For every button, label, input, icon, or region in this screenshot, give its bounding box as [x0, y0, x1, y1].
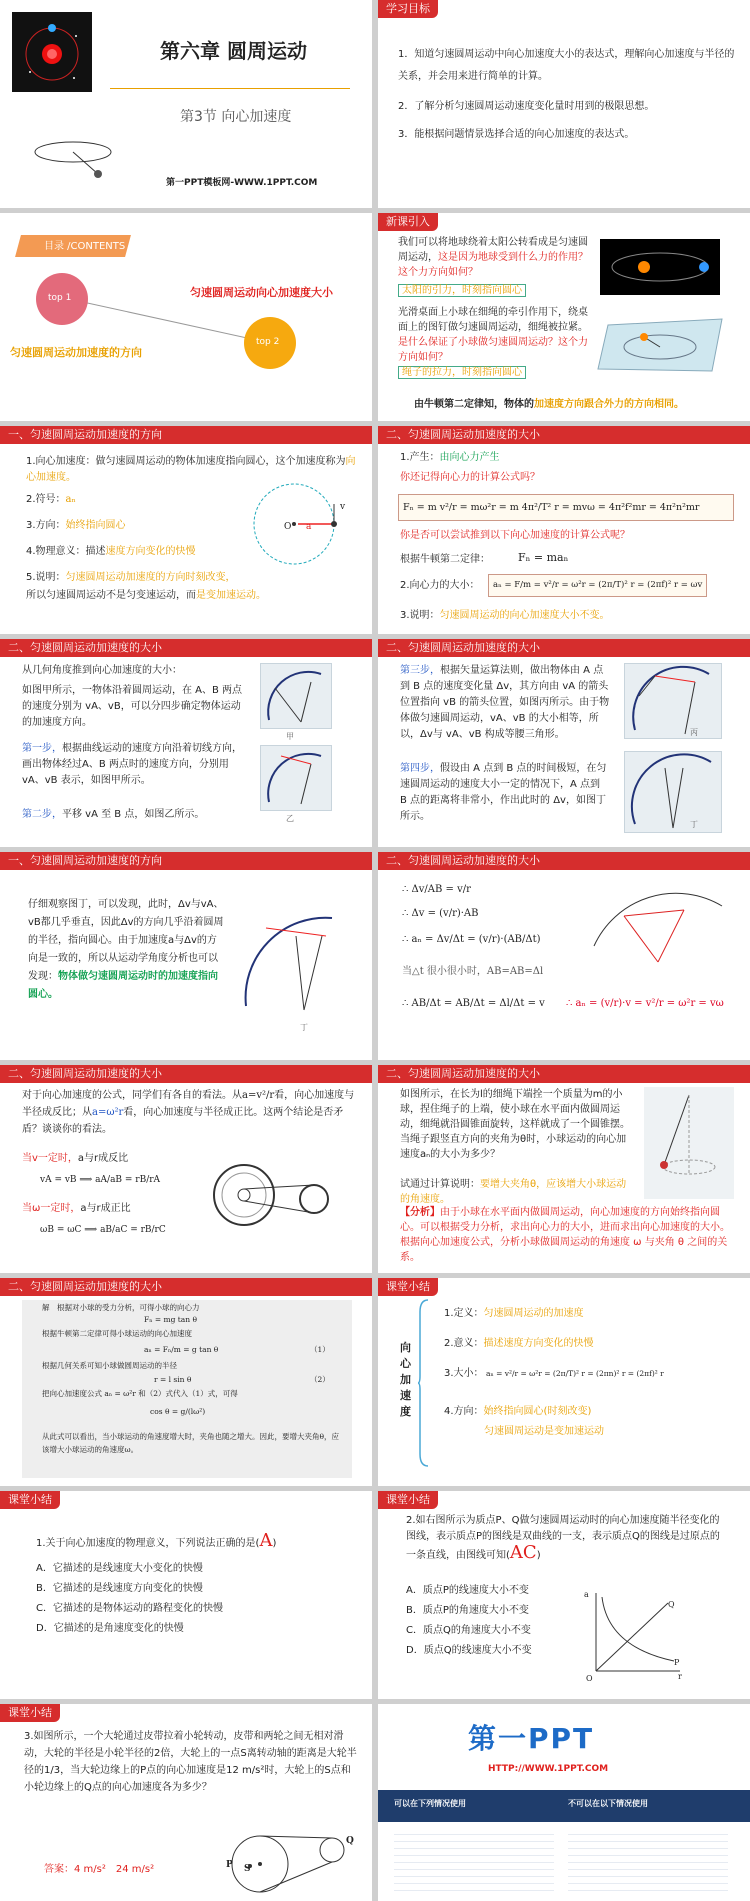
- figure-jia-label: 甲: [286, 732, 294, 741]
- quiz2-option-d[interactable]: D．质点Q的线速度大小不变: [406, 1645, 532, 1656]
- eq-4: 当△t 很小很小时，AB=AB=Δl: [402, 966, 544, 977]
- top1-label: top 1: [48, 293, 72, 303]
- fig-label-Q: Q: [346, 1836, 354, 1846]
- goal-1: 1．知道匀速圆周运动中向心加速度大小的表达式，理解向心加速度与半径的关系，并会用来进行简单的计算。: [398, 49, 735, 82]
- figure-yi-label: 乙: [286, 814, 294, 823]
- fig-a: a: [306, 522, 312, 532]
- goal-3: 3．能根据问题情景选择合适的向心加速度的表达式。: [398, 129, 635, 140]
- contents-label: 目录 /CONTENTS: [44, 241, 126, 252]
- goal-2: 2．了解分析匀速圆周运动速度变化量时用到的极限思想。: [398, 101, 655, 112]
- eq-2: ∴ Δv = (v/r)·AB: [402, 908, 479, 919]
- summary-def: 1.定义：匀速圆周运动的加速度: [444, 1308, 584, 1319]
- graph-label-Q: Q: [668, 1600, 675, 1609]
- slide-quiz-1: [0, 1491, 372, 1699]
- slide-tag: 学习目标: [378, 0, 438, 18]
- slide-tag: 二、匀速圆周运动加速度的大小: [0, 639, 372, 657]
- belt-pulley-figure: [220, 1830, 360, 1896]
- slide-tag: 课堂小结: [378, 1278, 438, 1296]
- sol-n2: （2）: [310, 1375, 330, 1384]
- slide-direction-proof: [0, 852, 372, 1060]
- sol-2: Fₙ = mg tan θ: [144, 1315, 198, 1324]
- slide-quiz-2: [378, 1491, 750, 1699]
- quiz2-question: 2.如右图所示为质点P、Q做匀速圆周运动时的向心加速度随半径变化的图线，表示质点P的图线是双曲线的一支，表示质点Q的图线是过原点的一条直线，由图线可知(AC): [406, 1515, 720, 1563]
- figure-ding-large: [236, 906, 346, 1016]
- graph-label-a: a: [584, 1590, 589, 1599]
- planet-orbit-image: [12, 12, 92, 92]
- slide-derivation: [378, 852, 750, 1060]
- brand-cannot-use: 不可以在以下情况使用: [568, 1799, 648, 1808]
- sol-3: 根据牛顿第二定律可得小球运动的向心加速度: [42, 1329, 192, 1338]
- intro-p2: 光滑桌面上小球在细绳的牵引作用下，绕桌面上的图钉做匀速圆周运动，细绳被拉紧。是什么保证了小球做匀速圆周运动？这个力方向如何？: [398, 307, 588, 363]
- intro-answer-1: 太阳的引力，时刻指向圆心: [398, 283, 526, 298]
- figure-ding: [624, 751, 722, 833]
- def-line-6: 所以匀速圆周运动不是匀变速运动，而是变加速运动。: [26, 590, 266, 601]
- pendulum-task: 试通过计算说明：要增大夹角θ，应该增大小球运动的角速度。: [400, 1179, 627, 1205]
- slide-summary: [378, 1278, 750, 1486]
- title-divider: [110, 88, 350, 89]
- question-2: 你是否可以尝试推到以下向心加速度的计算公式呢？: [400, 530, 630, 541]
- slide-tag: 课堂小结: [378, 1491, 438, 1509]
- intro-conclusion: 由牛顿第二定律知，物体的加速度方向跟合外力的方向相同。: [414, 399, 684, 410]
- eq-5: ∴ AB/Δt = AB/Δt = Δl/Δt = v: [402, 998, 545, 1009]
- slide-tag: 二、匀速圆周运动加速度的大小: [378, 426, 750, 444]
- sol-7: 把向心加速度公式 aₙ = ω²r 和（2）式代入（1）式，可得: [42, 1389, 238, 1398]
- quiz2-option-b[interactable]: B．质点P的角速度大小不变: [406, 1605, 529, 1616]
- slide-quiz-3: [0, 1704, 372, 1901]
- brand-url: HTTP://WWW.1PPT.COM: [488, 1764, 609, 1774]
- sol-8: cos θ = g/(lω²): [150, 1407, 206, 1416]
- brand-link-list-right: [568, 1828, 728, 1894]
- def-line-4: 4.物理意义：描述速度方向变化的快慢: [26, 546, 196, 557]
- derivation-figure: [588, 876, 728, 966]
- case-omega: 当ω一定时，a与r成正比: [22, 1203, 131, 1214]
- def-line-3: 3.方向：始终指向圆心: [26, 520, 126, 531]
- slide-tag: 课堂小结: [0, 1704, 60, 1722]
- figure-ding-label: 丁: [690, 820, 698, 829]
- quiz1-option-a[interactable]: A．它描述的是线速度大小变化的快慢: [36, 1563, 203, 1574]
- site-footer: 第一PPT模板网-WWW.1PPT.COM: [166, 178, 318, 188]
- graph-label-P: P: [674, 1658, 680, 1667]
- slide-solution: [0, 1278, 372, 1486]
- slide-tag: 二、匀速圆周运动加速度的大小: [378, 639, 750, 657]
- fig-label-P: P: [226, 1860, 233, 1870]
- summary-meaning: 2.意义：描述速度方向变化的快慢: [444, 1338, 594, 1349]
- proof-text: 仔细观察图丁，可以发现，此时，Δv与vA、vB都几乎垂直，因此Δv的方向几乎沿着圆周的半径，指向圆心。由于加速度a与Δv的方向是一致的，所以从运动学角度分析也可以发现：物体做匀速圆周运动时的加速度指向圆心。: [28, 899, 224, 1000]
- pendulum-analysis: 【分析】由于小球在水平面内做圆周运动，向心加速度的方向始终指向圆心。可以根据受力分析，求出向心力的大小，进而求出向心加速度的大小。根据向心加速度公式，分析小球做圆周运动的角速度 ω 与夹角 θ 之间的关系。: [400, 1207, 730, 1263]
- top2-label: top 2: [256, 337, 280, 347]
- section-title: 第3节 向心加速度: [180, 109, 292, 125]
- circle-direction-figure: [250, 478, 350, 568]
- slide-tag: 一、匀速圆周运动加速度的方向: [0, 852, 372, 870]
- slide-goals: [378, 0, 750, 208]
- accel-line: 2.向心力的大小：: [400, 580, 480, 591]
- table-ball-image: [594, 315, 726, 375]
- sol-n1: （1）: [310, 1345, 330, 1354]
- slide-tag: 二、匀速圆周运动加速度的大小: [378, 1065, 750, 1083]
- brand-link-list-left: [394, 1828, 554, 1894]
- figure-yi: [260, 745, 332, 811]
- case-omega-formula: ωB = ωC ⟹ aB/aC = rB/rC: [40, 1225, 166, 1235]
- figure-jia: [260, 663, 332, 729]
- newton-formula: Fₙ = maₙ: [518, 551, 569, 564]
- summary-size: 3.大小：: [444, 1368, 484, 1379]
- rotating-ball-sketch: [28, 130, 118, 180]
- discussion-text: 对于向心加速度的公式，同学们有各自的看法。从a=v²/r看，向心加速度与半径成反比；从a=ω²r看，向心加速度与半径成正比。这两个结论是否矛盾？谈谈你的看法。: [22, 1090, 355, 1135]
- figure-ding-large-label: 丁: [300, 1023, 308, 1032]
- intro-p1: 我们可以将地球绕着太阳公转看成是匀速圆周运动，这是因为地球受到什么力的作用？这个力方向如何？: [398, 237, 588, 278]
- slide-geometry-1: [0, 639, 372, 847]
- case-v: 当v一定时，a与r成反比: [22, 1153, 129, 1164]
- origin-line: 1.产生：由向心力产生: [400, 452, 500, 463]
- geo-step-4: 第四步，假设由 A 点到 B 点的时间极短，在匀速圆周运动的速度大小一定的情况下，A 点到 B 点的距离将非常小，作出此时的 Δv，如图丁所示。: [400, 763, 607, 822]
- slide-tag: 课堂小结: [0, 1491, 60, 1509]
- graph-label-O: O: [586, 1674, 593, 1683]
- quiz1-option-c[interactable]: C．它描述的是物体运动的路程变化的快慢: [36, 1603, 223, 1614]
- slide-tag: 二、匀速圆周运动加速度的大小: [378, 852, 750, 870]
- sol-1: 解 根据对小球的受力分析，可得小球的向心力: [42, 1303, 200, 1312]
- summary-side: 向心加速度: [400, 1341, 411, 1418]
- accel-formula: aₙ = F/m = v²/r = ω²r = (2π/T)² r = (2πf)² r = ωv: [488, 574, 707, 597]
- quiz3-question: 3.如图所示，一个大轮通过皮带拉着小轮转动，皮带和两轮之间无相对滑动，大轮的半径是小轮半径的2倍，大轮上的一点S离转动轴的距离是大轮半径的1/3，当大轮边缘上的P点的向心加速度是12 m/s²时，大轮上的S点和小轮边缘上的Q点的向心加速度各为多少？: [24, 1731, 357, 1793]
- fig-O: O: [284, 522, 292, 532]
- geo-step-1: 第一步，根据曲线运动的速度方向沿着切线方向，画出物体经过A、B 两点时的速度方向，分别用 vA、vB 表示，如图甲所示。: [22, 743, 242, 786]
- figure-bing: [624, 663, 722, 739]
- slide-tag: 二、匀速圆周运动加速度的大小: [0, 1278, 372, 1296]
- note-line: 3.说明：匀速圆周运动的向心加速度大小不变。: [400, 610, 610, 621]
- brand-can-use: 可以在下列情况使用: [394, 1799, 466, 1808]
- fig-v: v: [340, 502, 346, 512]
- slide-magnitude-formula: [378, 426, 750, 634]
- sun-earth-image: [600, 239, 720, 295]
- pendulum-problem: 如图所示，在长为l的细绳下端拴一个质量为m的小球，捏住绳子的上端，使小球在水平面内做圆周运动，细绳就沿圆锥面旋转，这样就成了一个圆锥摆。当绳子跟竖直方向的夹角为θ时，小球运动的向心加速度aₙ的大小为多少？: [400, 1089, 630, 1160]
- case-v-formula: vA = vB ⟹ aA/aB = rB/rA: [40, 1175, 161, 1185]
- graph-label-r: r: [678, 1672, 682, 1681]
- sol-6: r = l sin θ: [154, 1375, 192, 1384]
- def-line-2: 2.符号：aₙ: [26, 494, 76, 505]
- slide-contents: [0, 213, 372, 421]
- sol-4: aₙ = Fₙ/m = g tan θ: [144, 1345, 219, 1354]
- slide-direction: [0, 426, 372, 634]
- quiz2-option-c[interactable]: C．质点Q的角速度大小不变: [406, 1625, 531, 1636]
- slide-brand: [378, 1704, 750, 1901]
- def-line-1: 1.向心加速度：做匀速圆周运动的物体加速度指向圆心，这个加速度称为向心加速度。: [26, 456, 356, 483]
- summary-direction-2: 匀速圆周运动是变加速运动: [484, 1426, 604, 1437]
- conical-pendulum-figure: [644, 1087, 734, 1199]
- quiz1-question: 1.关于向心加速度的物理意义，下列说法正确的是(A): [36, 1530, 277, 1551]
- brand-logo: 第一PPT: [468, 1722, 595, 1755]
- force-formula: Fₙ = m v²/r = mω²r = m 4π²/T² r = mvω = 4π²f²mr = 4π²n²mr: [398, 494, 734, 521]
- slide-discussion: [0, 1065, 372, 1273]
- eq-3: ∴ aₙ = Δv/Δt = (v/r)·(AB/Δt): [402, 934, 541, 945]
- slide-tag: 二、匀速圆周运动加速度的大小: [0, 1065, 372, 1083]
- def-line-5: 5.说明：匀速圆周运动加速度的方向时刻改变，: [26, 572, 236, 583]
- geo-step-3: 第三步，根据矢量运算法则，做出物体由 A 点到 B 点的速度变化量 Δv，其方向由 vA 的箭头位置指向 vB 的箭头位置，如图丙所示。由于物体做匀速圆周运动，vA、vB 的大小相等，所以，Δv与 vA、vB 构成等腰三角形。: [400, 665, 610, 740]
- slide-intro: [378, 213, 750, 421]
- contents-item-1[interactable]: 匀速圆周运动向心加速度大小: [190, 286, 333, 299]
- fig-label-S: S: [244, 1864, 251, 1874]
- geo-p2: 如图甲所示，一物体沿着圆周运动，在 A、B 两点的速度分别为 vA、vB，可以分四步确定物体运动的加速度方向。: [22, 685, 243, 728]
- eq-6: ∴ aₙ = (v/r)·v = v²/r = ω²r = vω: [566, 998, 724, 1009]
- slide-tag: 新课引入: [378, 213, 438, 231]
- summary-bracket: [418, 1298, 430, 1468]
- summary-size-formula: aₙ = v²/r = ω²r = (2π/T)² r = (2πn)² r = (2πf)² r: [486, 1369, 664, 1378]
- slide-tag: 一、匀速圆周运动加速度的方向: [0, 426, 372, 444]
- slide-geometry-2: [378, 639, 750, 847]
- contents-item-2[interactable]: 匀速圆周运动加速度的方向: [10, 346, 142, 359]
- summary-direction: 4.方向：始终指向圆心(时刻改变): [444, 1406, 592, 1417]
- eq-1: ∴ Δv/AB = v/r: [402, 884, 471, 895]
- newton-line: 根据牛顿第二定律：: [400, 554, 490, 565]
- quiz3-answer: 答案：4 m/s² 24 m/s²: [44, 1864, 155, 1875]
- bicycle-gear-figure: [210, 1155, 350, 1235]
- chapter-title: 第六章 圆周运动: [160, 39, 307, 63]
- quiz2-option-a[interactable]: A．质点P的线速度大小不变: [406, 1585, 529, 1596]
- geo-step-2: 第二步，平移 vA 至 B 点，如图乙所示。: [22, 809, 205, 820]
- slide-title: [0, 0, 372, 208]
- figure-bing-label: 丙: [690, 728, 698, 737]
- sol-9: 从此式可以看出，当小球运动的角速度增大时，夹角也随之增大。因此，要增大夹角θ，应该增大小球运动的角速度ω。: [42, 1432, 340, 1454]
- geo-intro: 从几何角度推到向心加速度的大小：: [22, 665, 182, 676]
- quiz1-option-d[interactable]: D．它描述的是角速度变化的快慢: [36, 1623, 184, 1634]
- question-1: 你还记得向心力的计算公式吗？: [400, 472, 540, 483]
- sol-5: 根据几何关系可知小球做圆周运动的半径: [42, 1361, 177, 1370]
- quiz1-option-b[interactable]: B．它描述的是线速度方向变化的快慢: [36, 1583, 203, 1594]
- intro-answer-2: 绳子的拉力，时刻指向圆心: [398, 365, 526, 380]
- slide-conical-pendulum: [378, 1065, 750, 1273]
